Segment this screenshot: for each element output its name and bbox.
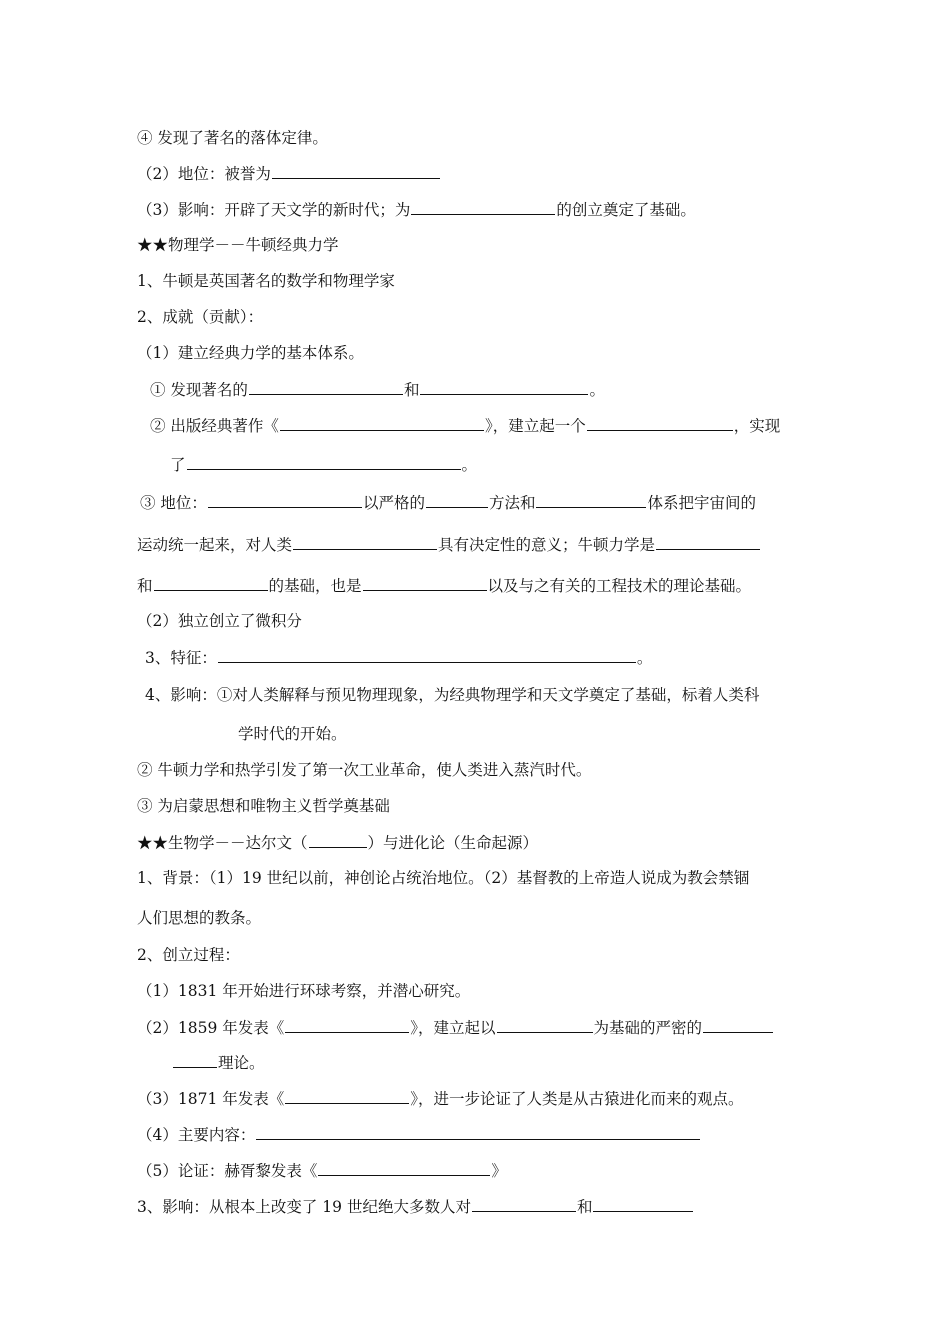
text-segment: 3、影响：从根本上改变了 19 世纪绝大多数人对 — [137, 1198, 471, 1216]
fill-in-blank[interactable] — [536, 492, 646, 508]
text-segment: 》 — [491, 1162, 507, 1180]
text-line — [145, 647, 652, 668]
text-line: ② 牛顿力学和热学引发了第一次工业革命，使人类进入蒸汽时代。 — [137, 761, 592, 779]
text-segment: 理论。 — [218, 1054, 265, 1072]
text-segment: （3）影响：开辟了天文学的新时代；为 — [137, 201, 411, 219]
fill-in-blank[interactable] — [280, 415, 484, 431]
text-line — [140, 492, 756, 513]
text-segment: ★★生物学－－达尔文（ — [137, 834, 308, 852]
text-segment: ② 出版经典著作《 — [150, 417, 279, 435]
fill-in-blank[interactable] — [173, 1052, 217, 1068]
text-segment: 为基础的严密的 — [593, 1019, 703, 1037]
fill-in-blank[interactable] — [285, 1088, 409, 1104]
fill-in-blank[interactable] — [249, 379, 403, 395]
fill-in-blank[interactable] — [318, 1160, 490, 1176]
text-line — [137, 575, 751, 596]
text-line — [150, 379, 605, 400]
fill-in-blank[interactable] — [256, 1124, 700, 1140]
text-line: 1、牛顿是英国著名的数学和物理学家 — [137, 272, 395, 290]
text-segment: ③ 地位： — [140, 494, 207, 512]
text-segment: 。 — [461, 456, 478, 474]
text-segment: 的基础，也是 — [268, 577, 362, 595]
text-line — [137, 1017, 774, 1038]
text-line: 2、成就（贡献）： — [137, 308, 264, 326]
text-line — [137, 199, 696, 220]
text-segment: （2）1859 年发表《 — [137, 1019, 285, 1037]
text-line: （1）建立经典力学的基本体系。 — [137, 344, 364, 362]
text-segment: 了 — [170, 456, 186, 474]
text-segment: （3）1871 年发表《 — [137, 1090, 285, 1108]
text-line — [170, 454, 477, 475]
text-segment: 具有决定性的意义；牛顿力学是 — [438, 536, 656, 554]
text-segment: 的创立奠定了基础。 — [556, 201, 696, 219]
text-line: （1）1831 年开始进行环球考察，并潜心研究。 — [137, 982, 471, 1000]
text-segment: 和 — [137, 577, 153, 595]
text-segment: （2）地位：被誉为 — [137, 165, 271, 183]
text-line: 1、背景：（1）19 世纪以前，神创论占统治地位。（2）基督教的上帝造人说成为教会禁锢 — [137, 869, 750, 887]
text-segment: 和 — [576, 1198, 593, 1216]
text-line: 4、影响：①对人类解释与预见物理现象，为经典物理学和天文学奠定了基础，标着人类科 — [145, 686, 760, 704]
fill-in-blank[interactable] — [154, 575, 268, 591]
text-segment: 以严格的 — [362, 494, 425, 512]
fill-in-blank[interactable] — [411, 199, 555, 215]
text-segment: ，实现 — [733, 417, 781, 435]
text-segment: 体系把宇宙间的 — [647, 494, 756, 512]
text-line — [137, 1160, 507, 1181]
section-heading: ★★物理学－－牛顿经典力学 — [137, 236, 339, 254]
text-line — [150, 415, 780, 436]
fill-in-blank[interactable] — [272, 163, 440, 179]
text-line — [172, 1052, 265, 1073]
fill-in-blank[interactable] — [420, 379, 588, 395]
text-line: 学时代的开始。 — [238, 725, 347, 743]
text-segment: 方法和 — [488, 494, 536, 512]
text-segment: 运动统一起来，对人类 — [137, 536, 293, 554]
text-line: （2）独立创立了微积分 — [137, 612, 302, 630]
text-line — [137, 1088, 744, 1109]
text-line: ④ 发现了著名的落体定律。 — [137, 129, 328, 147]
text-line: 人们思想的教条。 — [137, 909, 262, 927]
fill-in-blank[interactable] — [363, 575, 487, 591]
text-segment: 3、特征： — [145, 649, 217, 667]
text-segment: 》，进一步论证了人类是从古猿进化而来的观点。 — [410, 1090, 744, 1108]
text-line — [137, 1124, 701, 1145]
fill-in-blank[interactable] — [472, 1196, 576, 1212]
fill-in-blank[interactable] — [497, 1017, 593, 1033]
text-line — [137, 534, 761, 555]
fill-in-blank[interactable] — [218, 647, 636, 663]
text-line — [137, 163, 441, 184]
fill-in-blank[interactable] — [426, 492, 488, 508]
fill-in-blank[interactable] — [187, 454, 461, 470]
text-segment: 。 — [589, 381, 605, 399]
text-line — [137, 1196, 694, 1217]
text-segment: （4）主要内容： — [137, 1126, 256, 1144]
section-heading — [137, 832, 538, 853]
text-segment: 。 — [636, 649, 653, 667]
fill-in-blank[interactable] — [656, 534, 760, 550]
text-line: ③ 为启蒙思想和唯物主义哲学奠基础 — [137, 797, 390, 815]
fill-in-blank[interactable] — [208, 492, 362, 508]
text-segment: （5）论证：赫胥黎发表《 — [137, 1162, 318, 1180]
text-line: 2、创立过程： — [137, 946, 240, 964]
text-segment: 以及与之有关的工程技术的理论基础。 — [487, 577, 752, 595]
fill-in-blank[interactable] — [309, 832, 367, 848]
text-segment: 》，建立起一个 — [484, 417, 586, 435]
fill-in-blank[interactable] — [593, 1196, 693, 1212]
text-segment: ① 发现著名的 — [150, 381, 248, 399]
fill-in-blank[interactable] — [587, 415, 733, 431]
fill-in-blank[interactable] — [703, 1017, 773, 1033]
fill-in-blank[interactable] — [285, 1017, 409, 1033]
fill-in-blank[interactable] — [293, 534, 437, 550]
text-segment: 》，建立起以 — [410, 1019, 496, 1037]
text-segment: ）与进化论（生命起源） — [367, 834, 539, 852]
text-segment: 和 — [403, 381, 420, 399]
